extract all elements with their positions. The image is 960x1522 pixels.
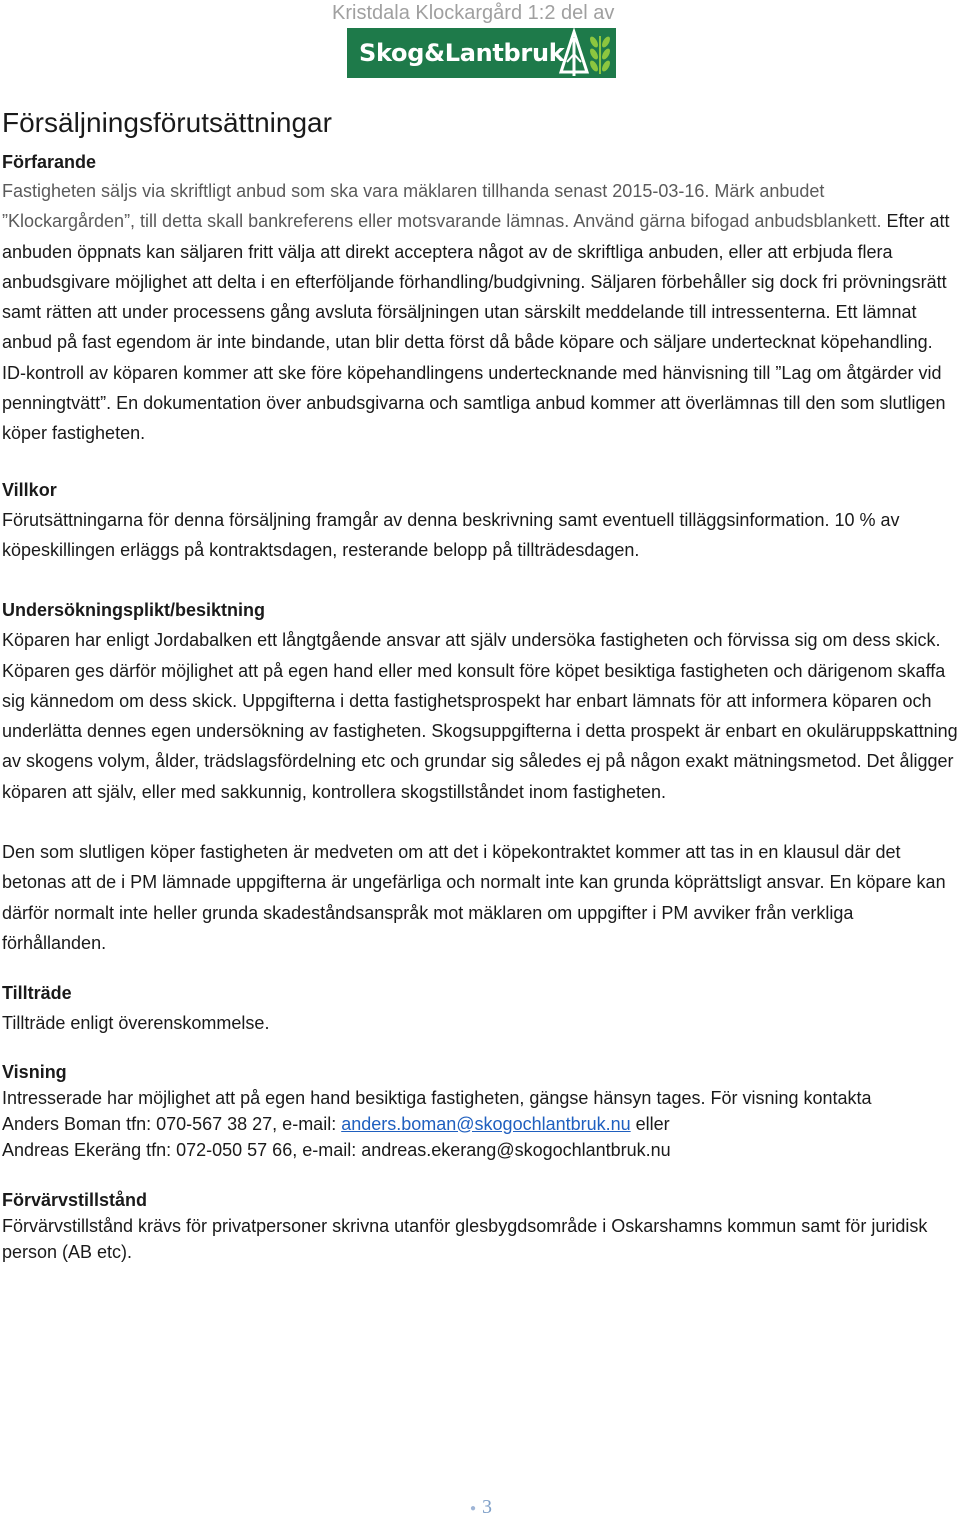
- page-number-value: 3: [482, 1496, 493, 1518]
- section-forvarv: [2, 1187, 958, 1265]
- contact-line: [2, 1111, 958, 1137]
- section-text: [2, 176, 958, 449]
- section-visning: [2, 1059, 958, 1163]
- bullet-icon: ●: [470, 1502, 477, 1514]
- document-content: [2, 104, 958, 1265]
- section-heading: Visning: [2, 1061, 67, 1082]
- section-text-part-b: Efter att anbuden öppnats kan säljaren fritt välja att direkt acceptera något av de skriftliga anbuden, eller att erbjuda flera anbudsgivare möjlighet att delta i en efterföljande förhandling/budgivning. Säljaren förbehåller sig dock fri prövningsrätt samt rätten att under processens gång avsluta försäljningen utan särskilt meddelande till intressenterna. Ett lämnat anbud på fast egendom är inte bindande, utan blir detta först då både köpare och säljare undertecknat köpehandling. ID-kontroll av köparen kommer att ske före köpehandlingens undertecknande med hänvisning till ”Lag om åtgärder vid penningtvätt”. En dokumentation över anbudsgivarna och samtliga anbud kommer att överlämnas till den som slutligen köper fastigheten.: [2, 211, 950, 444]
- section-heading: Förfarande: [2, 152, 97, 172]
- section-heading: Undersökningsplikt/besiktning: [2, 600, 266, 621]
- section-villkor: [2, 475, 958, 566]
- company-logo: [347, 28, 616, 78]
- contact-suffix: eller: [630, 1113, 670, 1134]
- section-forfarande: [2, 148, 958, 449]
- section-text: Den som slutligen köper fastigheten är medveten om att det i köpekontraktet kommer att tas in en klausul där det betonas att de i PM lämnade uppgifterna är ungefärliga och normalt inte kan grunda köprättsligt ansvar. En köpare kan därför normalt inte heller grunda skadeståndsanspråk mot mäklaren om uppgifter i PM avviker från verkliga förhållanden.: [2, 842, 946, 953]
- section-undersokning: [2, 595, 958, 958]
- page-title: Försäljningsförutsättningar: [2, 107, 332, 138]
- section-text-part-a: Fastigheten säljs via skriftligt anbud som ska vara mäklaren tillhanda senast 2015-03-16. Märk anbudet ”Klockargården”, till detta skall bankreferens eller motsvarande lämnas. Använd gärna bifogad anbudsblankett.: [2, 181, 882, 232]
- section-heading: Förvärvstillstånd: [2, 1189, 148, 1210]
- logo-text: Skog&Lantbruk: [359, 39, 565, 67]
- email-link[interactable]: anders.boman@skogochlantbruk.nu: [341, 1113, 631, 1134]
- section-tilltrade: [2, 978, 958, 1038]
- section-text: Intresserade har möjlighet att på egen hand besiktiga fastigheten, gängse hänsyn tages. För visning kontakta: [2, 1087, 872, 1108]
- header-title: Kristdala Klockargård 1:2 del av: [332, 2, 615, 24]
- tree-wheat-icon: [556, 28, 616, 78]
- contact-line: Andreas Ekeräng tfn: 072-050 57 66, e-mail: andreas.ekerang@skogochlantbruk.nu: [2, 1139, 671, 1160]
- section-heading: Tillträde: [2, 983, 72, 1004]
- section-text: Köparen har enligt Jordabalken ett långtgående ansvar att själv undersöka fastigheten och förvissa sig om dess skick. Köparen ges därför möjlighet att på egen hand eller med konsult före köpet besiktiga fastigheten och därigenom skaffa sig kännedom om dess skick. Uppgifterna i detta fastighetsprospekt har enbart lämnats för att informera köparen och underlätta dennes egen undersökning av fastigheten. Skogsuppgifterna i detta prospekt är enbart en okuläruppskattning av skogens volym, ålder, trädslagsfördelning etc och grundar sig således ej på någon exakt mätningsmetod. Det åligger köparen att själv, eller med sakkunnig, kontrollera skogstillståndet inom fastigheten.: [2, 630, 958, 802]
- page-number: [470, 1496, 492, 1519]
- section-text: Förvärvstillstånd krävs för privatpersoner skrivna utanför glesbygdsområde i Oskarshamns kommun samt för juridisk person (AB etc).: [2, 1215, 928, 1262]
- section-text: Förutsättningarna för denna försäljning framgår av denna beskrivning samt eventuell tilläggsinformation. 10 % av köpeskillingen erläggs på kontraktsdagen, resterande belopp på tillträdesdagen.: [2, 509, 900, 560]
- section-heading: Villkor: [2, 479, 57, 500]
- section-text: Tillträde enligt överenskommelse.: [2, 1013, 270, 1034]
- contact-prefix: Anders Boman tfn: 070-567 38 27, e-mail:: [2, 1113, 342, 1134]
